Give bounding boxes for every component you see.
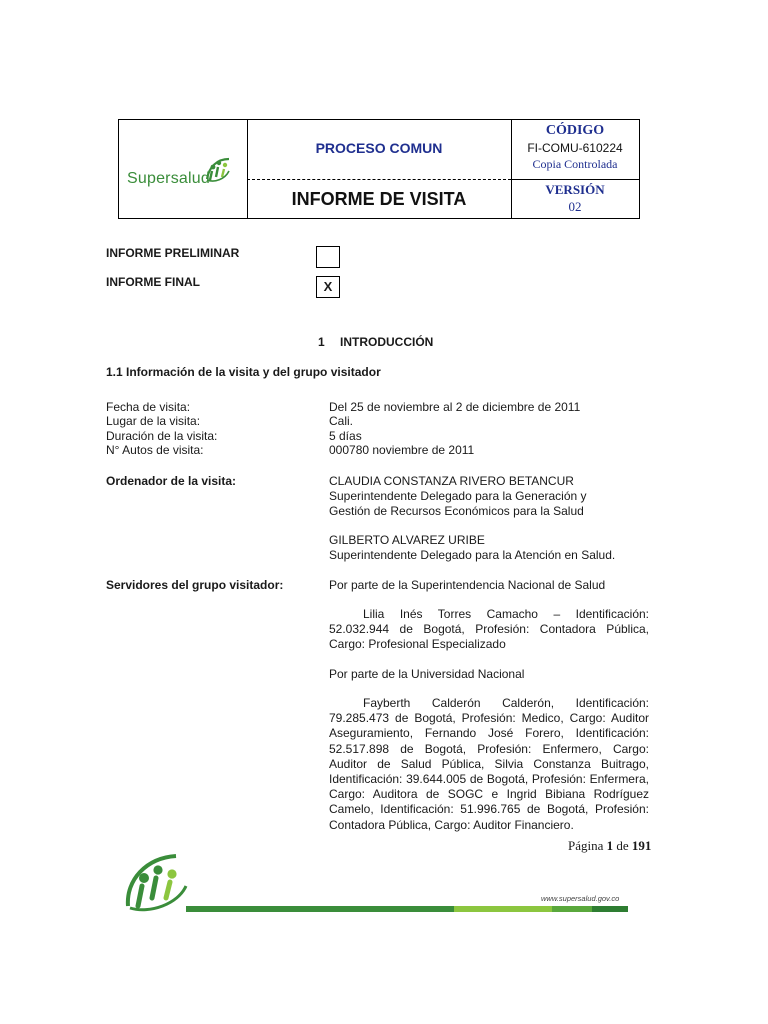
code-cell [511,120,639,218]
page-word: Página [568,838,604,853]
copy-note: Copia Controlada [532,157,618,171]
ordenador-person1-role: Gestión de Recursos Económicos para la Salud [329,504,584,518]
logo-cell [119,120,248,218]
brand-name: Supersalud [127,170,210,187]
servidores-label: Servidores del grupo visitador: [106,578,284,592]
subsection-title: 1.1 Información de la visita y del grupo visitador [106,365,381,379]
page-total: 191 [631,838,652,853]
title-cell [247,120,512,218]
document-header [118,119,640,219]
ordenador-label: Ordenador de la visita: [106,474,237,488]
visit-duration-value: 5 días [329,429,362,443]
section-title: INTRODUCCIÓN [340,335,434,349]
servidores-intro-unal: Por parte de la Universidad Nacional [329,667,525,681]
section-number: 1 [318,335,325,349]
visit-duration-label: Duración de la visita: [106,429,218,443]
footer-bar [186,906,454,912]
page-current: 1 [606,838,614,853]
website-url: www.supersalud.gov.co [541,894,620,903]
supersalud-staff-paragraph: Lilia Inés Torres Camacho – Identificación: 52.032.944 de Bogotá, Profesión: Contadora Pública, Cargo: Profesional Especializado [329,607,649,652]
final-label: INFORME FINAL [106,275,200,289]
unal-staff-paragraph: Fayberth Calderón Calderón, Identificación: 79.285.473 de Bogotá, Profesión: Medico, Cargo: Auditor Aseguramiento, Fernando José Forero, Identificación: 52.517.898 de Bogotá, Profesión: Enfermero, Cargo: Auditor de Salud Pública, Silvia Constanza Buitrago, Identificación: 39.644.005 de Bogotá, Profesión: Enfermera, Cargo: Auditora de SOGC e Ingrid Bibiana Rodríguez Camelo, Identificación: 51.996.765 de Bogotá, Profesión: Contadora Pública, Cargo: Auditor Financiero. [329,696,649,832]
ordenador-person1-name: CLAUDIA CONSTANZA RIVERO BETANCUR [329,474,574,488]
version-label: VERSIÓN [545,182,605,197]
preliminary-label: INFORME PRELIMINAR [106,246,240,260]
page-number [568,838,651,854]
final-checkbox[interactable]: X [316,276,340,298]
code-label: CÓDIGO [545,123,605,138]
divider [247,179,511,180]
servidores-intro-supersalud: Por parte de la Superintendencia Nacional de Salud [329,578,606,592]
document-title: INFORME DE VISITA [291,189,467,209]
visit-autos-label: N° Autos de visita: [106,443,204,457]
visit-autos-value: 000780 noviembre de 2011 [329,443,475,457]
footer-bar [592,906,628,912]
visit-date-label: Fecha de visita: [106,400,191,414]
ordenador-person1-role: Superintendente Delegado para la Generación y [329,489,587,503]
footer-bar [454,906,552,912]
code-value: FI-COMU-610224 [527,141,623,155]
version-value: 02 [568,199,582,214]
footer-bar [552,906,592,912]
preliminary-checkbox[interactable] [316,246,340,268]
divider [511,179,639,180]
ordenador-person2-name: GILBERTO ALVAREZ URIBE [329,533,485,547]
process-name: PROCESO COMUN [315,140,443,156]
page-of: de [616,838,629,853]
visit-date-value: Del 25 de noviembre al 2 de diciembre de 2011 [329,400,581,414]
visit-place-label: Lugar de la visita: [106,414,201,428]
visit-place-value: Cali. [329,414,354,428]
ordenador-person2-role: Superintendente Delegado para la Atención en Salud. [329,548,616,562]
